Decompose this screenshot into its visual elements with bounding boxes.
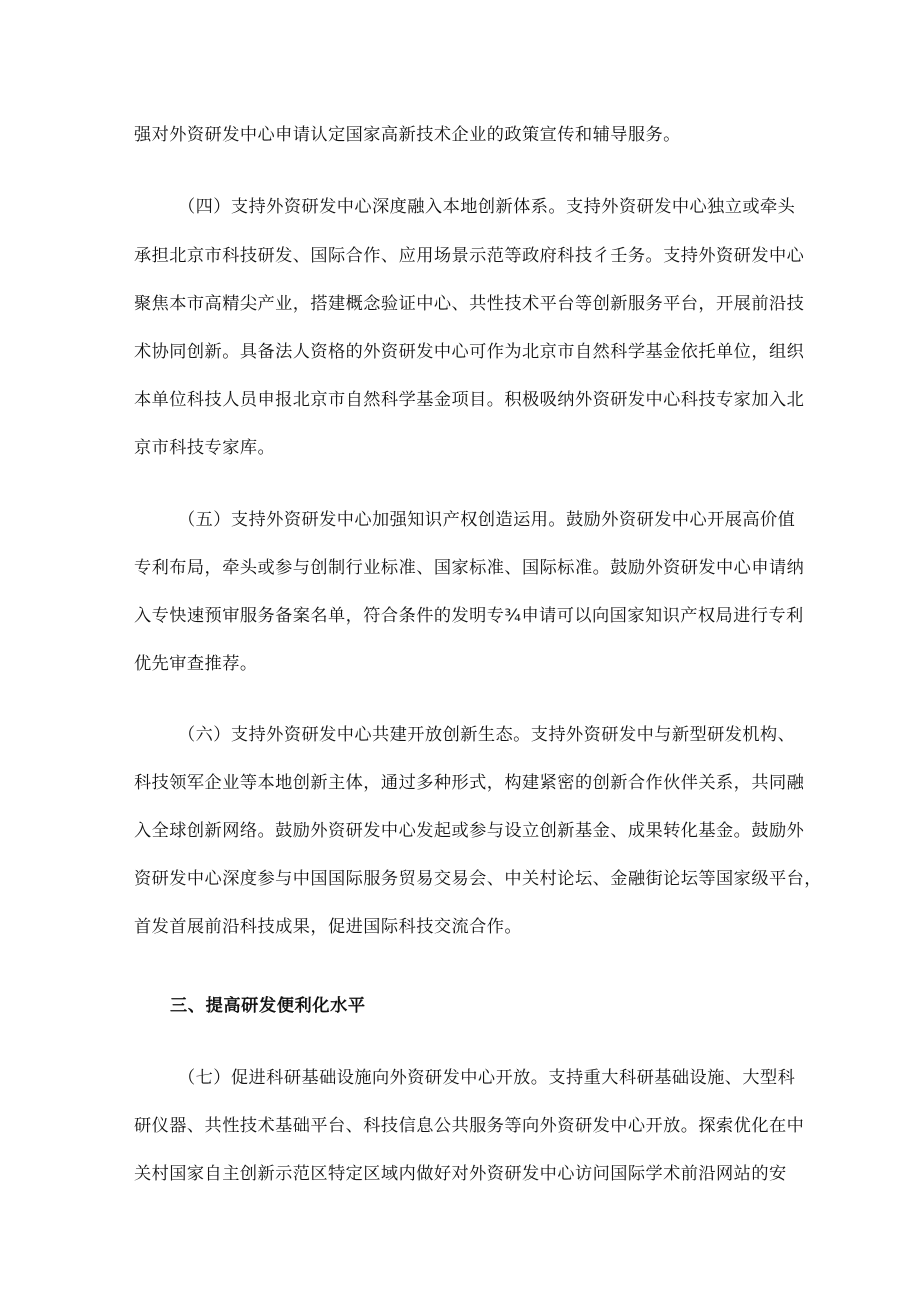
paragraph-line: 术协同创新。具备法人资格的外资研发中心可作为北京市自然科学基金依托单位，组织 (134, 342, 805, 362)
paragraph-line: 优先审查推荐。 (134, 654, 258, 674)
paragraph-line: 首发首展前沿科技成果，促进国际科技交流合作。 (134, 917, 523, 937)
paragraph-line: 研仪器、共性技术基础平台、科技信息公共服务等向外资研发中心开放。探索优化在中 (134, 1116, 805, 1136)
paragraph-line: （四）支持外资研发中心深度融入本地创新体系。支持外资研发中心独立或牵头 (178, 197, 796, 217)
paragraph-line: 聚焦本市高精尖产业，搭建概念验证中心、共性技术平台等创新服务平台，开展前沿技 (134, 294, 805, 314)
paragraph-line: 承担北京市科技研发、国际合作、应用场景示范等政府科技彳壬务。支持外资研发中心 (134, 246, 805, 266)
paragraph-line: （七）促进科研基础设施向外资研发中心开放。支持重大科研基础设施、大型科 (178, 1068, 796, 1088)
paragraph-line: 资研发中心深度参与中国国际服务贸易交易会、中关村论坛、金融街论坛等国家级平台， (134, 869, 822, 889)
paragraph-line: 京市科技专家库。 (134, 438, 276, 458)
paragraph-line: 强对外资研发中心申请认定国家高新技术企业的政策宣传和辅导服务。 (134, 125, 681, 145)
paragraph-line: （五）支持外资研发中心加强知识产权创造运用。鼓励外资研发中心开展高价值 (178, 510, 796, 530)
paragraph-line: 本单位科技人员申报北京市自然科学基金项目。积极吸纳外资研发中心科技专家加入北 (134, 390, 805, 410)
paragraph-line: 专利布局，牵头或参与创制行业标准、国家标准、国际标准。鼓励外资研发中心申请纳 (134, 558, 805, 578)
paragraph-line: （六）支持外资研发中心共建开放创新生态。支持外资研发中与新型研发机构、 (178, 725, 796, 745)
paragraph-line: 入专快速预审服务备案名单，符合条件的发明专¾申请可以向国家知识产权局进行专利 (134, 606, 804, 626)
paragraph-line: 入全球创新网络。鼓励外资研发中心发起或参与设立创新基金、成果转化基金。鼓励外 (134, 821, 805, 841)
section-heading: 三、提高研发便利化水平 (170, 996, 366, 1016)
paragraph-line: 科技领军企业等本地创新主体，通过多种形式，构建紧密的创新合作伙伴关系，共同融 (134, 773, 805, 793)
paragraph-line: 关村国家自主创新示范区特定区域内做好对外资研发中心访问国际学术前沿网站的安 (134, 1164, 787, 1184)
